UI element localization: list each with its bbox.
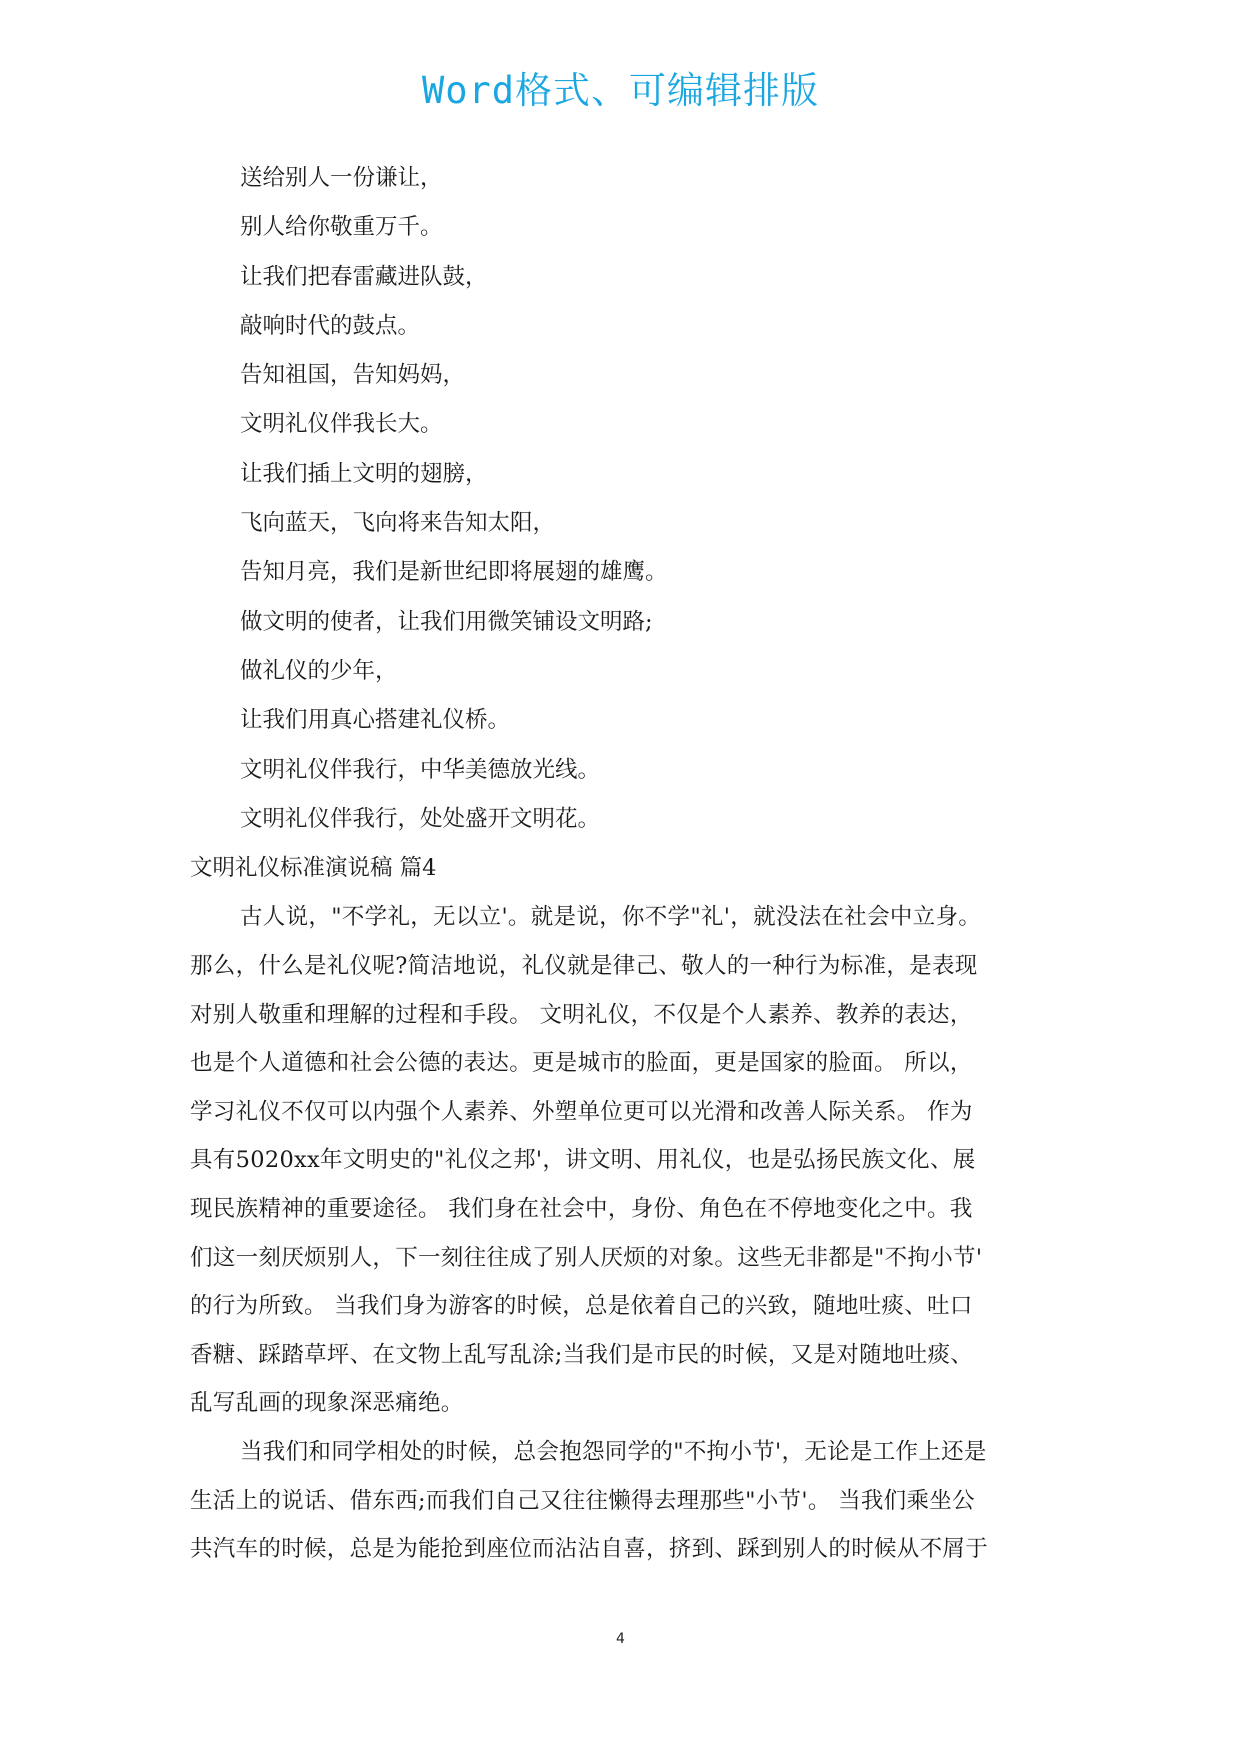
paragraph-line: 生活上的说话、借东西;而我们自己又往往懒得去理那些"小节'。 当我们乘坐公 [190,1487,975,1514]
poem-line: 飞向蓝天，飞向将来告知太阳， [240,510,556,537]
paragraph-line: 的行为所致。 当我们身为游客的时候，总是依着自己的兴致，随地吐痰、吐口 [190,1293,973,1320]
paragraph [190,1428,1070,1574]
poem-block [190,154,1070,844]
paragraph-line: 乱写乱画的现象深恶痛绝。 [190,1390,464,1417]
poem-line: 做文明的使者，让我们用微笑铺设文明路; [240,608,653,635]
header-title: Word格式、可编辑排版 [421,69,820,112]
section-heading: 文明礼仪标准演说稿 篇4 [190,855,437,882]
poem-line: 送给别人一份谦让， [240,165,443,191]
poem-line: 文明礼仪伴我行，中华美德放光线。 [240,756,601,783]
poem-line: 敲响时代的鼓点。 [240,312,421,339]
poem-line: 告知月亮，我们是新世纪即将展翅的雄鹰。 [240,559,668,586]
paragraph-line: 对别人敬重和理解的过程和手段。 文明礼仪，不仅是个人素养、教养的表达， [190,1001,973,1028]
poem-line: 让我们用真心搭建礼仪桥。 [240,707,511,734]
paragraph-line: 们这一刻厌烦别人，下一刻往往成了别人厌烦的对象。这些无非都是"不拘小节' [190,1244,983,1271]
paragraph-line: 具有5020xx年文明史的"礼仪之邦'，讲文明、用礼仪，也是弘扬民族文化、展 [190,1147,976,1174]
poem-line: 别人给你敬重万千。 [240,214,443,241]
paragraph-line: 当我们和同学相处的时候，总会抱怨同学的"不拘小节'，无论是工作上还是 [240,1438,987,1465]
poem-line: 做礼仪的少年， [240,657,398,684]
paragraph-line: 共汽车的时候，总是为能抢到座位而沾沾自喜，挤到、踩到别人的时候从不屑于 [190,1536,989,1563]
paragraph-line: 那么，什么是礼仪呢?简洁地说，礼仪就是律己、敬人的一种行为标准，是表现 [190,953,978,980]
page-number: 4 [616,1631,625,1647]
poem-line: 告知祖国，告知妈妈， [240,362,466,389]
document-body [190,154,1070,1574]
poem-line: 让我们插上文明的翅膀， [240,460,488,487]
paragraph-line: 也是个人道德和社会公德的表达。更是城市的脸面，更是国家的脸面。 所以， [190,1050,973,1077]
poem-line: 让我们把春雷藏进队鼓， [240,263,488,290]
paragraph [190,893,1070,1428]
paragraph-line: 香糖、踩踏草坪、在文物上乱写乱涂;当我们是市民的时候，又是对随地吐痰、 [190,1341,974,1368]
paragraph-line: 古人说，"不学礼，无以立'。就是说，你不学"礼'，就没法在社会中立身。 [240,904,982,931]
paragraph-line: 学习礼仪不仅可以内强个人素养、外塑单位更可以光滑和改善人际关系。 作为 [190,1098,973,1125]
poem-line: 文明礼仪伴我行，处处盛开文明花。 [240,805,601,832]
paragraph-line: 现民族精神的重要途径。 我们身在社会中，身份、角色在不停地变化之中。我 [190,1196,973,1223]
poem-line: 文明礼仪伴我长大。 [240,411,443,438]
